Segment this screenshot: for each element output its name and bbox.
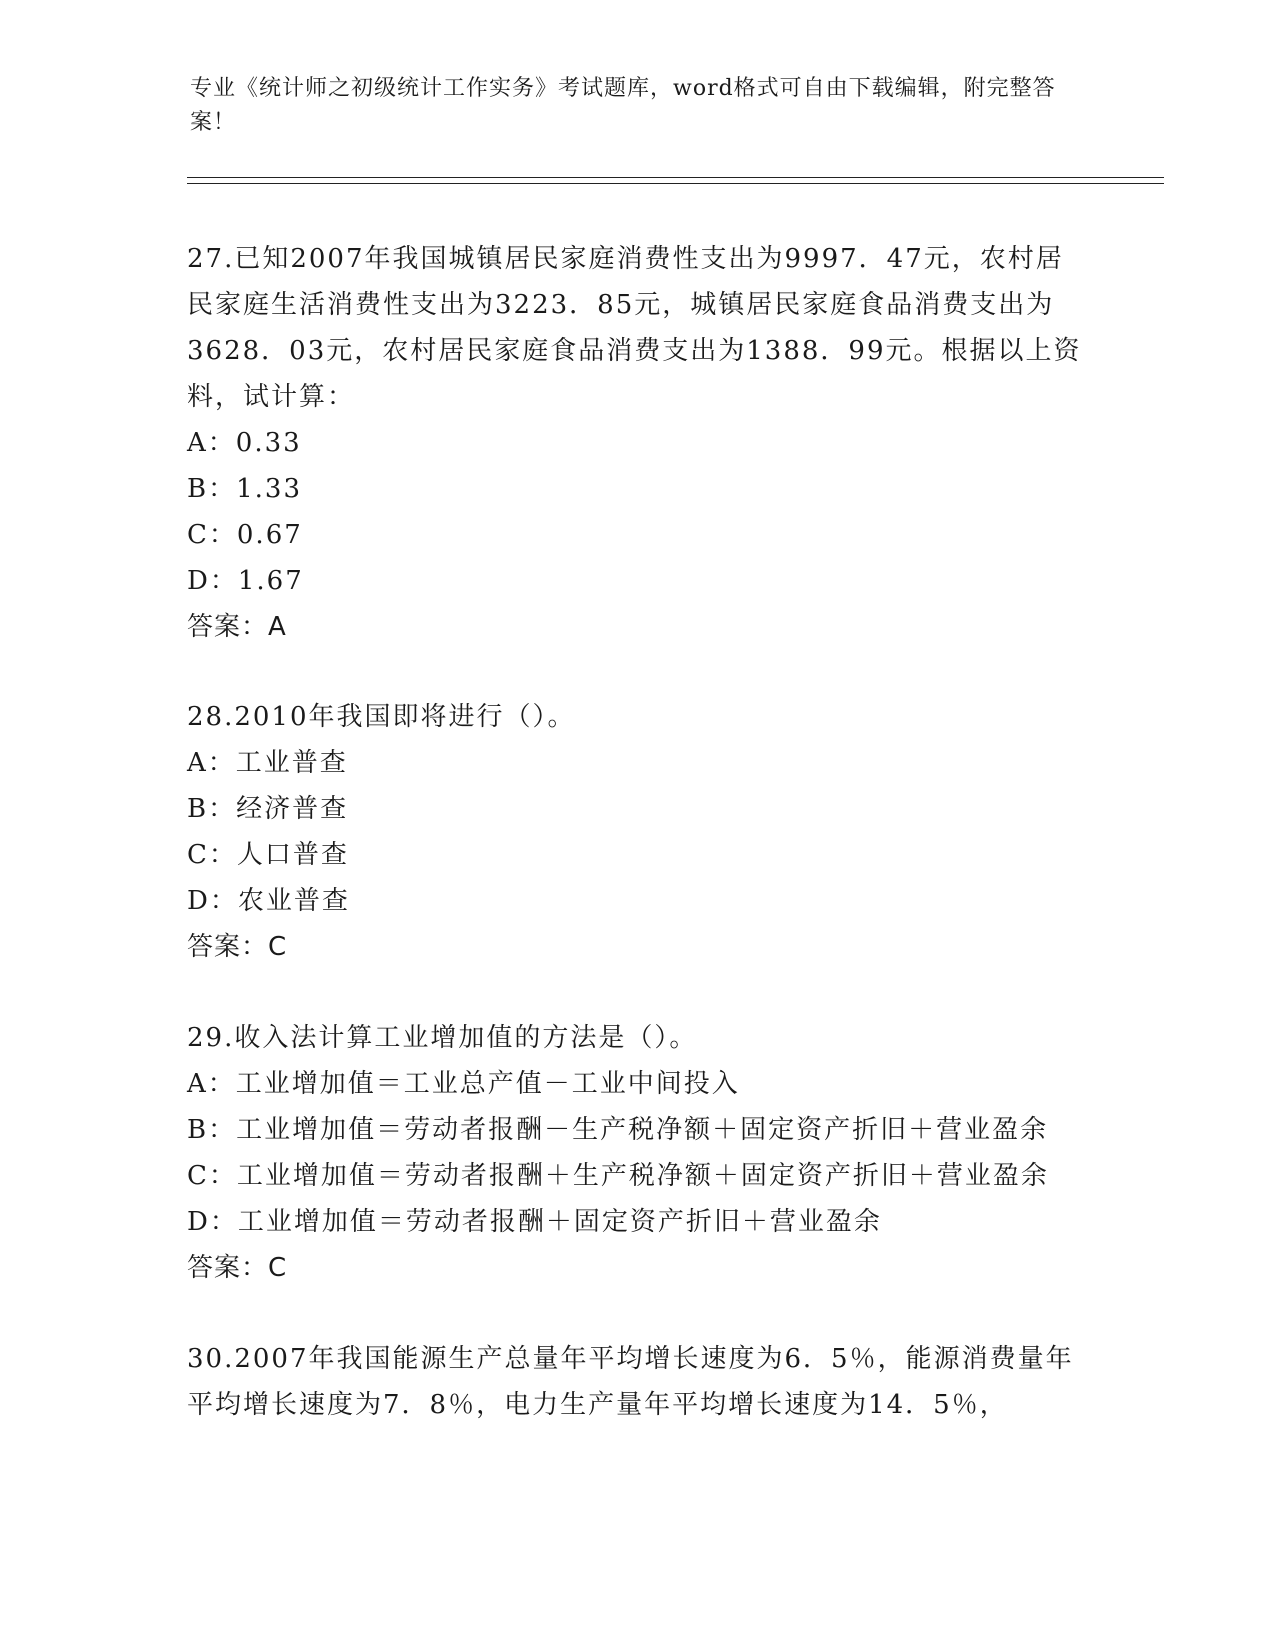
option-c: C：人口普查 bbox=[187, 840, 349, 870]
question-stem: 30.2007年我国能源生产总量年平均增长速度为6．5％，能源消费量年平均增长速度为7．8％，电力生产量年平均增长速度为14．5％， bbox=[187, 1344, 1074, 1420]
option-b: B：1.33 bbox=[187, 474, 302, 504]
option-b: B：经济普查 bbox=[187, 794, 349, 824]
option-a: A：工业增加值＝工业总产值－工业中间投入 bbox=[187, 1069, 740, 1099]
header-divider-bottom bbox=[187, 183, 1164, 184]
option-c: C：工业增加值＝劳动者报酬＋生产税净额＋固定资产折旧＋营业盈余 bbox=[187, 1161, 1049, 1191]
question-28 bbox=[187, 694, 1087, 970]
question-stem: 27.已知2007年我国城镇居民家庭消费性支出为9997．47元，农村居民家庭生活消费性支出为3223．85元，城镇居民家庭食品消费支出为3628．03元，农村居民家庭食品消费支出为1388．99元。根据以上资料，试计算： bbox=[187, 244, 1082, 412]
question-stem: 29.收入法计算工业增加值的方法是（）。 bbox=[187, 1023, 698, 1053]
answer-label: 答案：C bbox=[187, 932, 288, 962]
header-divider-top bbox=[187, 177, 1164, 178]
question-29 bbox=[187, 1015, 1087, 1291]
option-d: D：农业普查 bbox=[187, 886, 350, 916]
document-header: 专业《统计师之初级统计工作实务》考试题库，word格式可自由下载编辑，附完整答案！ bbox=[190, 76, 1056, 135]
answer-label: 答案：A bbox=[187, 612, 287, 642]
option-b: B：工业增加值＝劳动者报酬－生产税净额＋固定资产折旧＋营业盈余 bbox=[187, 1115, 1049, 1145]
option-a: A：0.33 bbox=[187, 428, 302, 458]
answer-label: 答案：C bbox=[187, 1253, 288, 1283]
option-d: D：工业增加值＝劳动者报酬＋固定资产折旧＋营业盈余 bbox=[187, 1207, 882, 1237]
question-stem: 28.2010年我国即将进行（）。 bbox=[187, 702, 576, 732]
option-c: C：0.67 bbox=[187, 520, 303, 550]
option-d: D：1.67 bbox=[187, 566, 304, 596]
question-27 bbox=[187, 236, 1087, 650]
option-a: A：工业普查 bbox=[187, 748, 348, 778]
question-30 bbox=[187, 1336, 1087, 1428]
